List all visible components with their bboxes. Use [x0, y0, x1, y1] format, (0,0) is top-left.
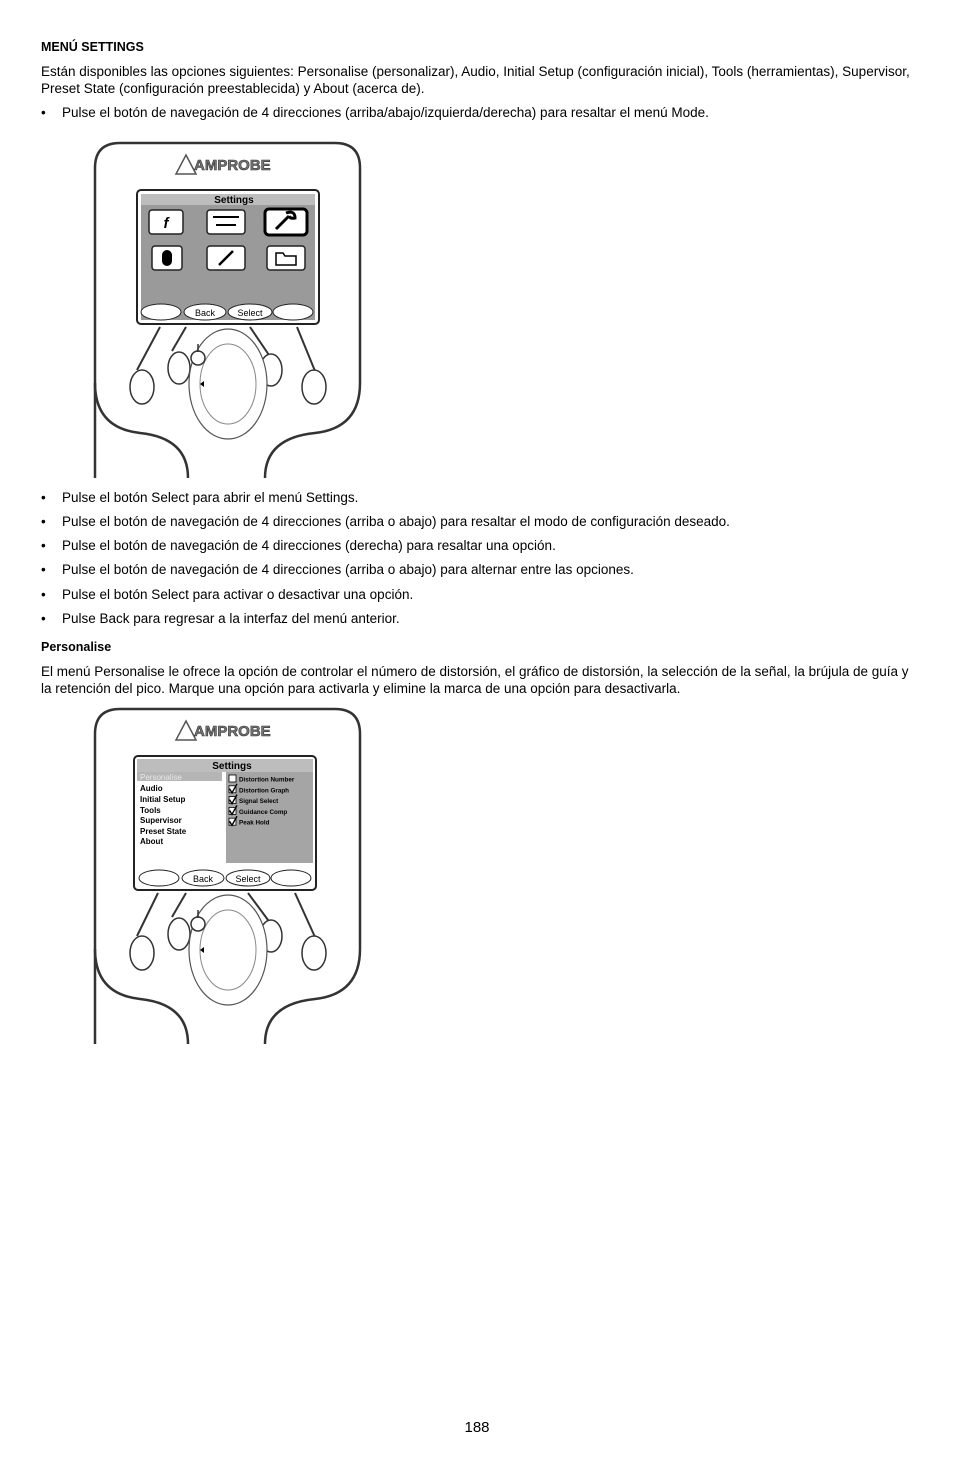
screen-title: Settings [214, 195, 254, 206]
device-figure-settings-icons [90, 138, 365, 483]
softkey-1 [141, 304, 181, 320]
back-label: Back [194, 308, 216, 318]
bullet-dot: • [41, 490, 46, 505]
menu-item: Tools [140, 806, 161, 815]
intro-paragraph: Están disponibles las opciones siguientes: Personalise (personalizar), Audio, Initial Setup (configuración inicial), Tools (herramientas), Supervisor, Preset State (configuración preestablecida) y About (acerca de). [41, 64, 910, 96]
folder-icon [267, 246, 305, 270]
bullet-text: Pulse el botón de navegación de 4 direcciones (arriba/abajo/izquierda/derecha) para resaltar el menú Mode. [62, 105, 709, 120]
personalise-heading: Personalise [41, 640, 112, 654]
bullet-text: Pulse el botón de navegación de 4 direcciones (arriba o abajo) para alternar entre las opciones. [62, 562, 634, 577]
menu-item: About [140, 837, 164, 846]
option-label: Guidance Comp [239, 808, 288, 816]
select-label: Select [237, 308, 263, 318]
option-label: Distortion Graph [239, 787, 290, 795]
softkey-4 [273, 304, 313, 320]
back-label: Back [192, 874, 214, 884]
personalise-paragraph: El menú Personalise le ofrece la opción de controlar el número de distorsión, el gráfico de distorsión, la selección de la señal, la brújula de guía y la retención del pico. Marque una opción para activarla y elimine la marca de una opción para desactivarla. [41, 664, 909, 696]
button-right-outer [302, 370, 326, 404]
bullet-text: Pulse el botón Select para activar o desactivar una opción. [62, 587, 414, 602]
section-title: MENÚ SETTINGS [41, 40, 144, 54]
button-left-outer [130, 936, 154, 970]
bullet-text: Pulse Back para regresar a la interfaz del menú anterior. [62, 611, 400, 626]
bullet-dot: • [41, 611, 46, 626]
bullet-text: Pulse el botón Select para abrir el menú Settings. [62, 490, 359, 505]
bullet-dot: • [41, 105, 46, 120]
option-label: Distortion Number [239, 776, 295, 784]
device-figure-personalise [90, 704, 365, 1049]
audio-icon [207, 210, 245, 234]
softkey-1 [139, 870, 179, 886]
bullet-text: Pulse el botón de navegación de 4 direcciones (derecha) para resaltar una opción. [62, 538, 556, 553]
bullet-dot: • [41, 562, 46, 577]
brand-logo: AMPROBE [194, 157, 271, 174]
menu-item: Audio [140, 784, 163, 793]
button-right-outer [302, 936, 326, 970]
softkey-4 [271, 870, 311, 886]
svg-text:f: f [163, 215, 169, 232]
option-checkbox [229, 775, 236, 782]
power-icon [191, 351, 205, 365]
brand-logo: AMPROBE [194, 723, 271, 740]
screen-title: Settings [212, 761, 252, 772]
bullet-dot: • [41, 538, 46, 553]
option-label: Peak Hold [239, 819, 270, 827]
bullet-text: Pulse el botón de navegación de 4 direcciones (arriba o abajo) para resaltar el modo de configuración deseado. [62, 514, 730, 529]
option-label: Signal Select [239, 798, 279, 806]
bullet-dot: • [41, 587, 46, 602]
button-left-inner [168, 918, 190, 950]
button-left-inner [168, 352, 190, 384]
select-label: Select [235, 874, 261, 884]
power-icon [191, 917, 205, 931]
menu-item: Preset State [140, 827, 187, 836]
bullet-dot: • [41, 514, 46, 529]
menu-item: Supervisor [140, 816, 182, 825]
button-left-outer [130, 370, 154, 404]
menu-item: Initial Setup [140, 795, 186, 804]
page-number: 188 [464, 1419, 490, 1436]
options-panel [226, 772, 313, 863]
menu-item: Personalise [140, 773, 182, 782]
